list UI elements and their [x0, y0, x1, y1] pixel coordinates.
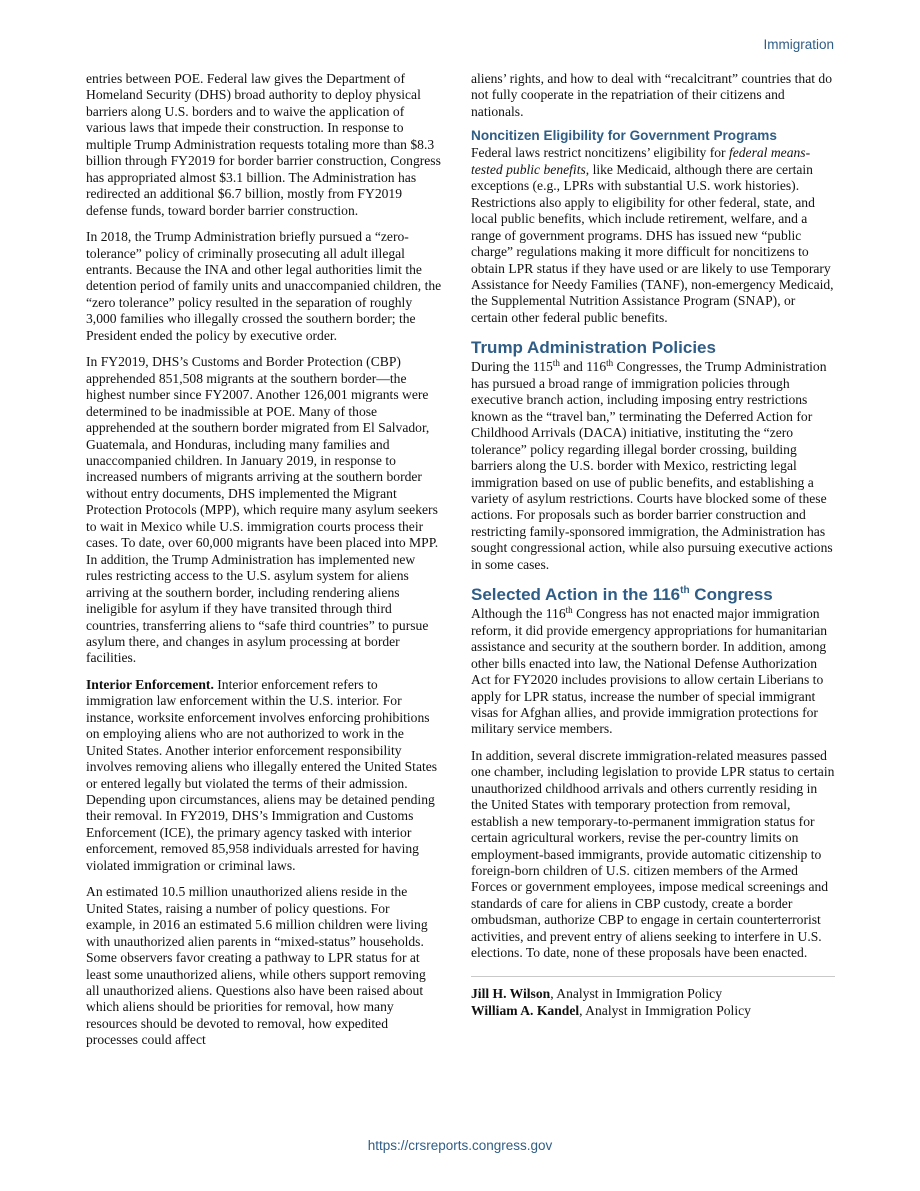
paragraph-116th-congress — [471, 606, 835, 738]
paragraph-discrete-measures: In addition, several discrete immigration-related measures passed one chamber, including legislation to provide LPR status to certain unauthorized childhood arrivals and others currently residing in the United States with temporary protection from removal, establish a new temporary-to-permanent immigration status for certain agricultural workers, revise the per-country limits on employment-based immigrants, provide automatic citizenship to foreign-born children of U.S. citizen members of the Armed Forces or government employees, impose medical screenings and standards of care for aliens in CBP custody, create a border ombudsman, authorize CBP to engage in certain counterterrorist activities, and prevent entry of aliens seeking to interfere in U.S. elections. To date, none of these proposals have been enacted. — [471, 747, 835, 961]
footer-url-link[interactable]: https://crsreports.congress.gov — [367, 1138, 553, 1153]
author-divider — [471, 976, 835, 977]
paragraph-body: Interior enforcement refers to immigration law enforcement within the U.S. interior. For instance, worksite enforcement involves enforcing prohibitions on employing aliens who are not authorized to work in the United States. Another interior enforcement responsibility involves removing aliens who illegally entered the United States or entered legally but violated the terms of their admission. Depending upon circumstances, aliens may be detained pending their removal. In FY2019, DHS’s Immigration and Customs Enforcement (ICE), the primary agency tasked with interior enforcement, removed 85,958 individuals arrested for having violated immigration or criminal laws. — [86, 676, 438, 873]
left-column — [86, 71, 442, 1049]
ordinal-superscript: th — [565, 605, 573, 616]
paragraph-cbp-apprehensions: In FY2019, DHS’s Customs and Border Protection (CBP) apprehended 851,508 migrants at the southern border—the highest number since FY2007. Another 126,001 migrants were determined to be inadmissible at POE. Many of those apprehended at the southern border migrated from El Salvador, Guatemala, and Honduras, including many families and unaccompanied children. In January 2019, in response to increased numbers of migrants arriving at the southern border without entry documents, DHS implemented the Migrant Protection Protocols (MPP), which require many asylum seekers to wait in Mexico while U.S. immigration courts process their cases. To date, over 60,000 migrants have been placed into MPP. In addition, the Trump Administration has implemented new rules restricting access to the U.S. asylum system for aliens arriving at the southern border, including rendering aliens ineligible for asylum if they have transited through third countries, transferring aliens to “safe third countries” to pursue asylum there, and changes in asylum processing at border facilities. — [86, 354, 439, 666]
text-run: Federal laws restrict noncitizens’ eligibility for — [471, 145, 729, 161]
author-list — [471, 985, 835, 1019]
paragraph-recalcitrant-countries: aliens’ rights, and how to deal with “recalcitrant” countries that do not fully cooperate in the repatriation of their citizens and nationals. — [471, 71, 832, 119]
text-run: and 116 — [559, 359, 607, 375]
author-name: William A. Kandel — [471, 1002, 580, 1018]
paragraph-border-barriers: entries between POE. Federal law gives the Department of Homeland Security (DHS) broad authority to deploy physical barriers along U.S. borders and to waive the application of various laws that impede their construction. In response to multiple Trump Administration requests totaling more than $8.3 billion through FY2019 for border barrier construction, Congress has appropriated almost $3.1 billion. The Administration has redirected an additional $6.7 billion, mostly from FY2019 defense funds, toward border barrier construction. — [86, 71, 441, 218]
author-title: , Analyst in Immigration Policy — [550, 985, 723, 1001]
paragraph-unauthorized-aliens: An estimated 10.5 million unauthorized aliens reside in the United States, raising a number of policy questions. For example, in 2016 an estimated 5.6 million children were living with unauthorized alien parents in “mixed-status” households. Some observers favor creating a pathway to LPR status for at least some unauthorized aliens, while others support removing all unauthorized aliens. Questions also have been raised about which aliens should be priorities for removal, how many resources should be devoted to removal, how expedited processes could affect — [86, 884, 428, 1048]
text-run: Congresses, the Trump Administration has pursued a broad range of immigration policies through executive branch action, including imposing entry restrictions known as the “travel ban,” terminating the Deferred Action for Childhood Arrivals (DACA) initiative, instituting the “zero tolerance” policy regarding illegal border crossing, building barriers along the U.S. border with Mexico, restricting legal immigration based on use of public benefits, and establishing a variety of asylum restrictions. Courts have blocked some of these actions. For proposals such as border barrier construction and restricting family-sponsored immigration, the Administration has sought congressional action, while also pursuing executive actions in some cases. — [471, 359, 833, 572]
ordinal-superscript: th — [552, 358, 560, 369]
section-heading-selected-action — [471, 585, 835, 605]
text-run: , like Medicaid, although there are certain exceptions (e.g., LPRs with substantial U.S. work histories). Restrictions also apply to eligibility for other federal, state, and local public benefits, which include retirement, welfare, and a range of government programs. DHS has issued new “public charge” regulations making it more difficult for noncitizens to obtain LPR status if they have used or are likely to use Temporary Assistance for Needy Families (TANF), non-emergency Medicaid, the Supplemental Nutrition Assistance Program (SNAP), or certain other federal public benefits. — [471, 161, 834, 325]
ordinal-superscript: th — [606, 358, 614, 369]
paragraph-public-benefits — [471, 145, 835, 326]
author-entry — [471, 985, 835, 1002]
paragraph-lead-heading: Interior Enforcement. — [86, 676, 214, 692]
right-column — [471, 71, 835, 1019]
author-title: , Analyst in Immigration Policy — [579, 1002, 751, 1018]
text-run: During the 115 — [471, 359, 553, 375]
ordinal-superscript: th — [680, 585, 690, 597]
paragraph-trump-policies — [471, 359, 835, 573]
text-run: Although the 116 — [471, 606, 566, 622]
heading-text: Congress — [689, 585, 773, 605]
paragraph-interior-enforcement — [86, 677, 442, 874]
paragraph-zero-tolerance: In 2018, the Trump Administration briefly pursued a “zero-tolerance” policy of criminally prosecuting all adult illegal entrants. Because the INA and other legal authorities limit the detention period of family units and unaccompanied children, the “zero tolerance” policy resulted in the separation of roughly 3,000 families who illegally crossed the southern border; the President ended the policy by executive order. — [86, 229, 442, 343]
author-entry — [471, 1002, 835, 1019]
emphasis-text: federal means-tested public benefits — [471, 145, 811, 177]
heading-text: Selected Action in the 116 — [471, 585, 681, 605]
section-heading-trump-policies: Trump Administration Policies — [471, 338, 716, 358]
author-name: Jill H. Wilson — [471, 985, 551, 1001]
section-heading-noncitizen-eligibility: Noncitizen Eligibility for Government Programs — [471, 128, 777, 144]
section-header: Immigration — [763, 37, 834, 52]
text-run: Congress has not enacted major immigration reform, it did provide emergency appropriations for humanitarian assistance and security at the southern border. In addition, among other bills enacted into law, the National Defense Authorization Act for FY2020 includes provisions to allow certain Liberians to apply for LPR status, increase the number of special immigrant visas for Afghan allies, and provide immigration protections for military service members. — [471, 606, 828, 737]
